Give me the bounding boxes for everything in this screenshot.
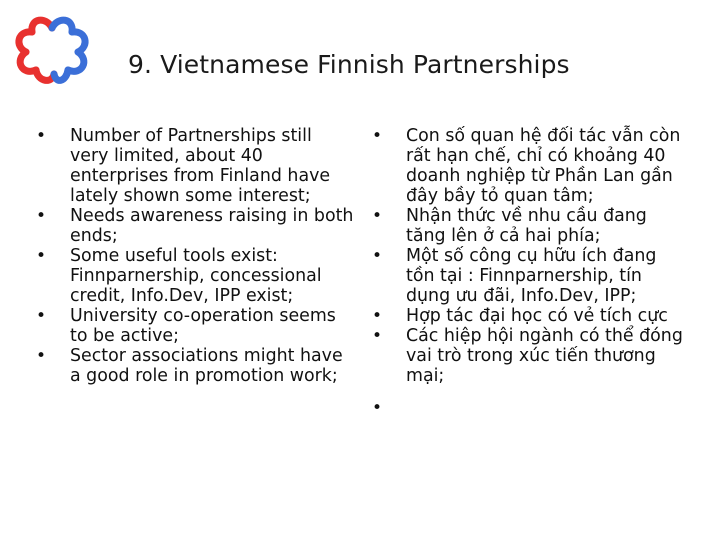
bullet-icon: • [36,306,47,326]
bullet-icon: • [36,206,47,226]
flower-logo-icon [12,14,92,88]
bullet-icon: • [372,126,383,146]
list-item: • Hợp tác đại học có vẻ tích cực [372,306,668,326]
list-item: • Some useful tools exist: Finnparnership, concessional credit, Info.Dev, IPP exist; [36,246,322,306]
page-title: 9. Vietnamese Finnish Partnerships [128,50,570,79]
bullet-icon: • [372,398,383,418]
list-item: • Con số quan hệ đối tác vẫn còn rất hạn chế, chỉ có khoảng 40 doanh nghiệp từ Phần Lan gần đây bầy tỏ quan tâm; [372,126,681,206]
list-item: • Nhận thức về nhu cầu đang tăng lên ở cả hai phía; [372,206,647,246]
bullet-icon: • [36,246,47,266]
bullet-icon: • [372,306,383,326]
list-item: • Sector associations might have a good role in promotion work; [36,346,343,386]
list-item: • Một số công cụ hữu ích đang tồn tại : Finnparnership, tín dụng ưu đãi, Info.Dev, IPP; [372,246,657,306]
bullet-icon: • [372,326,383,346]
bullet-icon: • [372,206,383,226]
bullet-icon: • [36,126,47,146]
list-item: • University co-operation seems to be active; [36,306,336,346]
bullet-icon: • [372,246,383,266]
vietnamese-bullet-list [372,126,690,418]
list-item: • Các hiệp hội ngành có thể đóng vai trò trong xúc tiến thương mại; [372,326,683,386]
bullet-icon: • [36,346,47,366]
list-item: • Number of Partnerships still very limited, about 40 enterprises from Finland have lately shown some interest; [36,126,331,206]
english-bullet-list [36,126,354,386]
list-item: • Needs awareness raising in both ends; [36,206,354,246]
